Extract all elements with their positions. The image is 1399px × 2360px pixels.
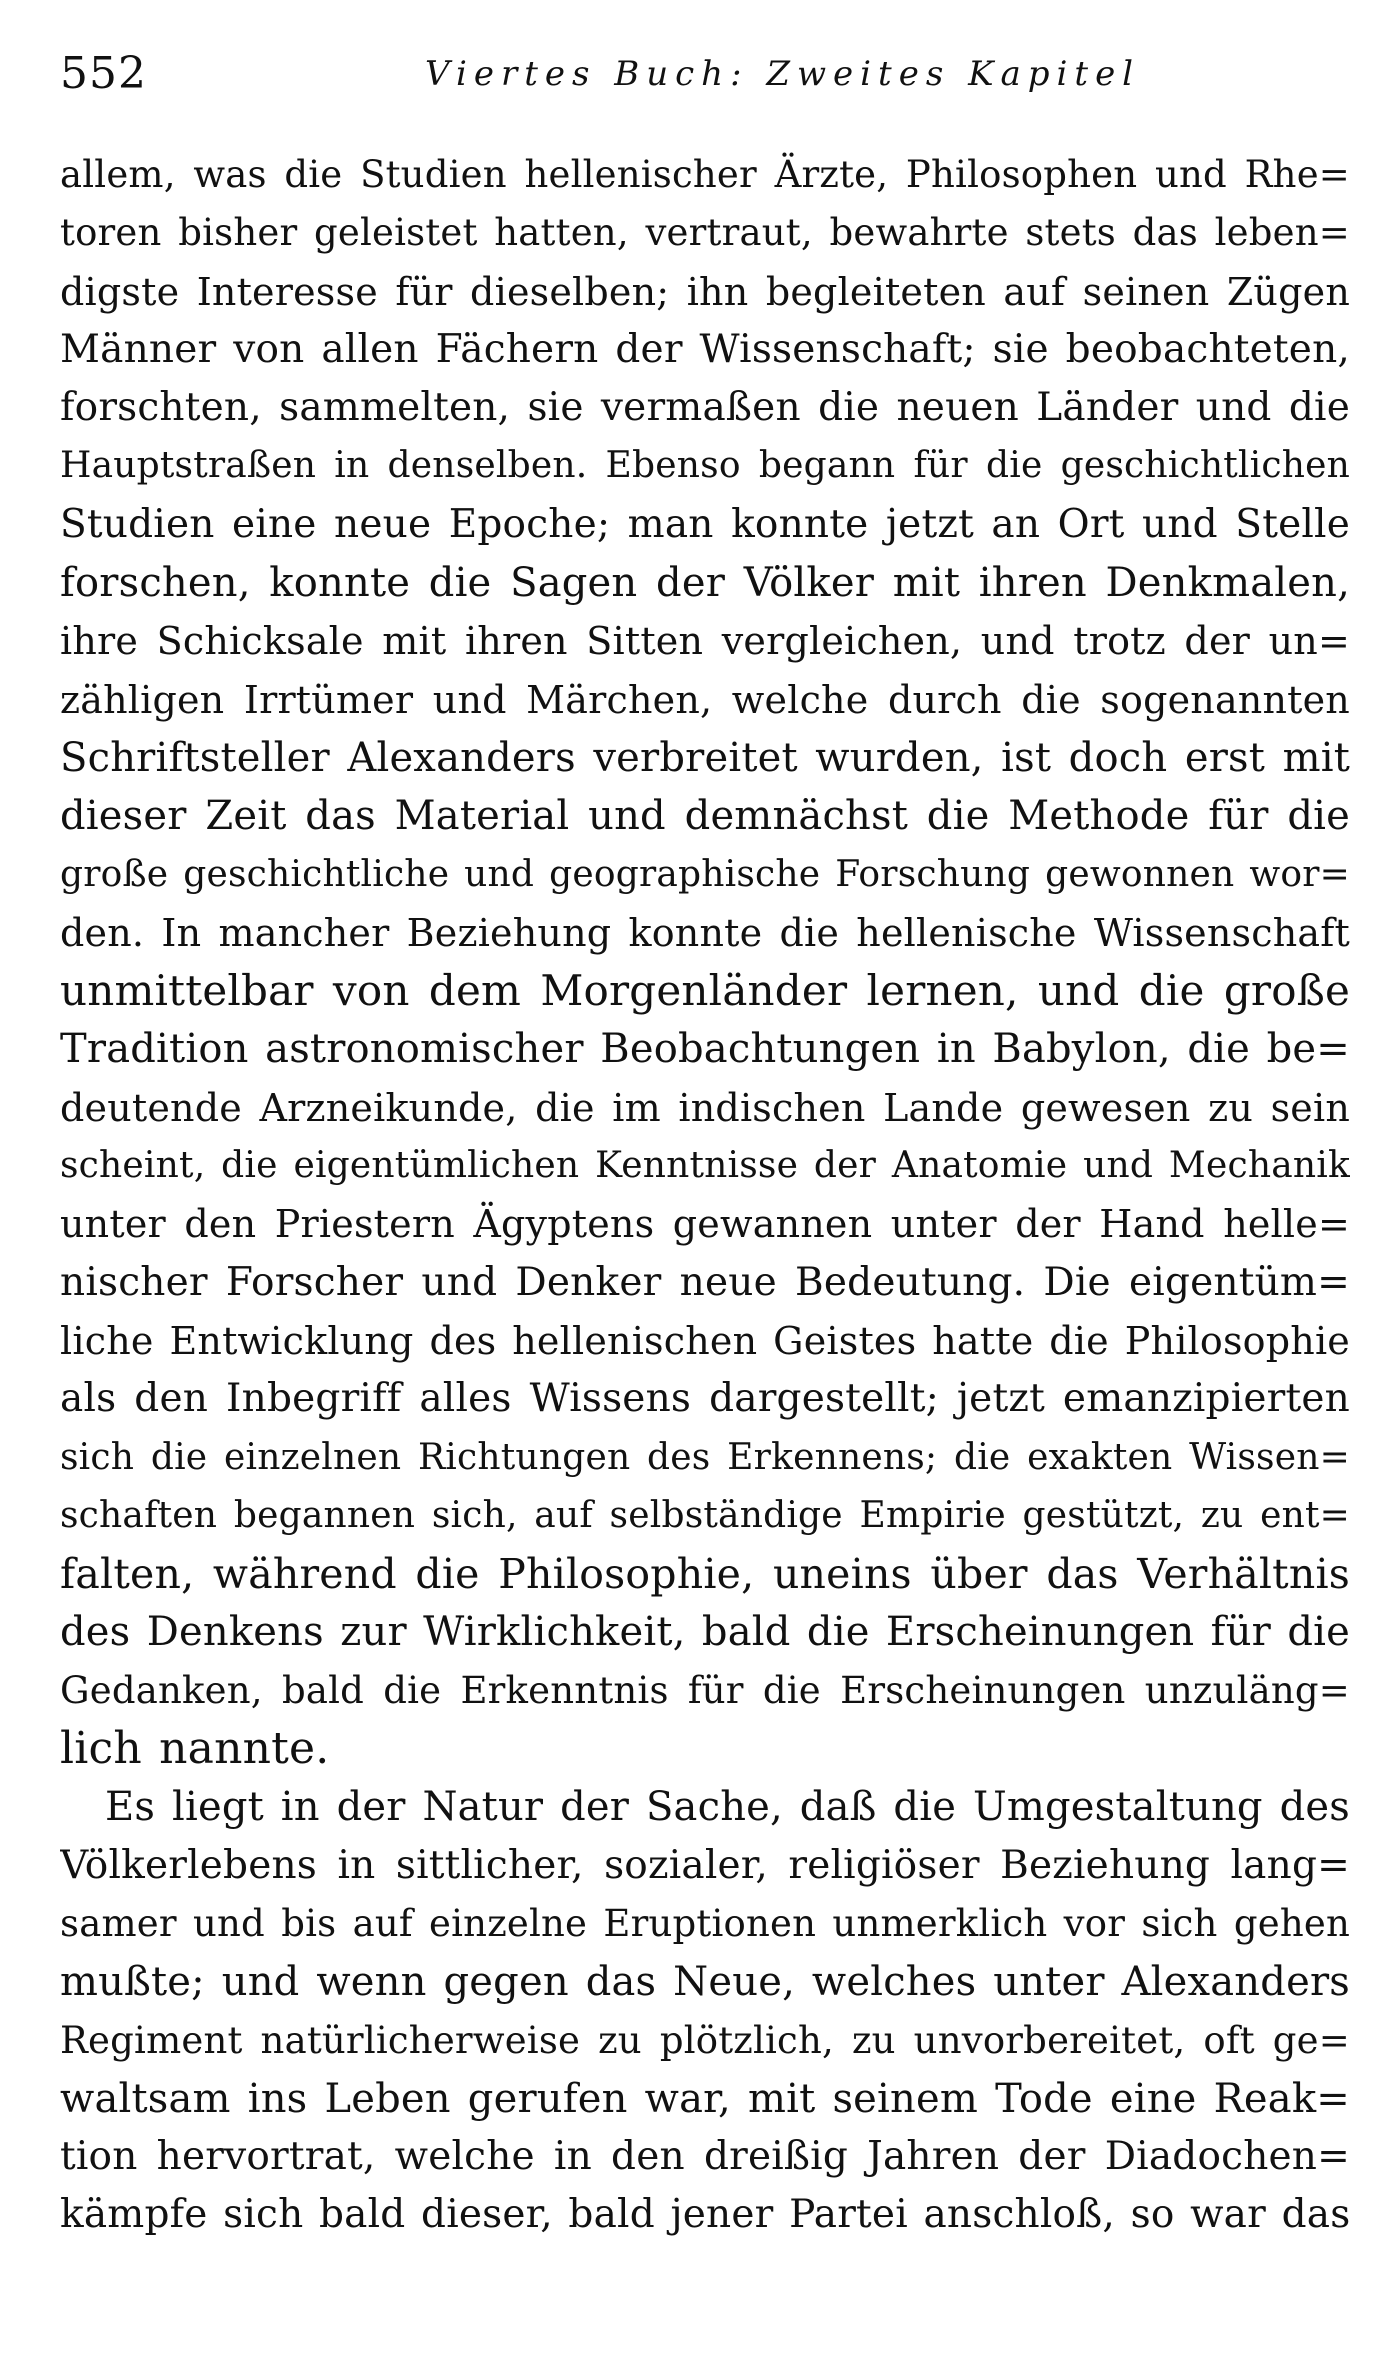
text-line: Es liegt in der Natur der Sache, daß die Umgestaltung des	[105, 1784, 1350, 1831]
text-line: liche Entwicklung des hellenischen Geistes hatte die Philosophie	[60, 1318, 1350, 1363]
text-line: forschten, sammelten, sie vermaßen die neuen Länder und die	[60, 385, 1350, 431]
text-line: dieser Zeit das Material und demnächst die Methode für die	[60, 793, 1350, 840]
text-line: waltsam ins Leben gerufen war, mit seinem Tode eine Reak=	[60, 2075, 1350, 2122]
body-text	[60, 146, 1350, 2245]
text-line: allem, was die Studien hellenischer Ärzte, Philosophen und Rhe=	[60, 153, 1350, 196]
page-header	[60, 44, 1350, 104]
text-line: tion hervortrat, welche in den dreißig Jahren der Diadochen=	[60, 2134, 1350, 2180]
text-line: lich nannte.	[60, 1723, 330, 1775]
text-line: nischer Forscher und Denker neue Bedeutung. Die eigentüm=	[60, 1259, 1350, 1305]
text-line: samer und bis auf einzelne Eruptionen unmerklich vor sich gehen	[60, 1901, 1350, 1945]
text-line: unmittelbar von dem Morgenländer lernen, und die große	[60, 966, 1350, 1016]
text-line: unter den Priestern Ägyptens gewannen unter der Hand helle=	[60, 1202, 1350, 1247]
text-line: große geschichtliche und geographische Forschung gewonnen wor=	[60, 853, 1350, 895]
text-line: Gedanken, bald die Erkenntnis für die Erscheinungen unzuläng=	[60, 1668, 1350, 1712]
text-line: Studien eine neue Epoche; man konnte jetzt an Ort und Stelle	[60, 501, 1350, 547]
text-line: mußte; und wenn gegen das Neue, welches unter Alexanders	[60, 1959, 1350, 2006]
text-line: den. In mancher Beziehung konnte die hellenische Wissenschaft	[60, 910, 1350, 955]
text-line: zähligen Irrtümer und Märchen, welche durch die sogenannten	[60, 677, 1350, 722]
text-line: deutende Arzneikunde, die im indischen Lande gewesen zu sein	[60, 1085, 1350, 1130]
text-line: ihre Schicksale mit ihren Sitten vergleichen, und trotz der un=	[60, 619, 1350, 664]
text-line: Schriftsteller Alexanders verbreitet wurden, ist doch erst mit	[60, 734, 1350, 781]
text-line: als den Inbegriff alles Wissens dargestellt; jetzt emanzipierten	[60, 1376, 1350, 1422]
page-number: 552	[60, 48, 147, 99]
text-line: Männer von allen Fächern der Wissenschaft; sie beobachteten,	[60, 326, 1350, 372]
text-line: falten, während die Philosophie, uneins über das Verhältnis	[60, 1550, 1350, 1599]
text-line: digste Interesse für dieselben; ihn begleiteten auf seinen Zügen	[60, 269, 1350, 314]
text-line: kämpfe sich bald dieser, bald jener Partei anschloß, so war das	[60, 2192, 1350, 2238]
text-line: Völkerlebens in sittlicher, sozialer, religiöser Beziehung lang=	[60, 1842, 1350, 1888]
text-line: des Denkens zur Wirklichkeit, bald die Erscheinungen für die	[60, 1609, 1350, 1656]
text-line: sich die einzelnen Richtungen des Erkennens; die exakten Wissen=	[60, 1436, 1350, 1478]
text-line: Tradition astronomischer Beobachtungen in Babylon, die be=	[60, 1026, 1350, 1073]
text-line: schaften begannen sich, auf selbständige Empirie gestützt, zu ent=	[60, 1494, 1350, 1536]
text-line: scheint, die eigentümlichen Kenntnisse der Anatomie und Mechanik	[60, 1145, 1350, 1187]
text-line: Regiment natürlicherweise zu plötzlich, zu unvorbereitet, oft ge=	[60, 2018, 1350, 2062]
text-line: forschen, konnte die Sagen der Völker mit ihren Denkmalen,	[60, 560, 1350, 607]
running-head: Viertes Buch: Zweites Kapitel	[425, 54, 1141, 94]
text-line: Hauptstraßen in denselben. Ebenso begann für die geschichtlichen	[60, 445, 1350, 487]
text-line: toren bisher geleistet hatten, vertraut, bewahrte stets das leben=	[60, 211, 1350, 255]
